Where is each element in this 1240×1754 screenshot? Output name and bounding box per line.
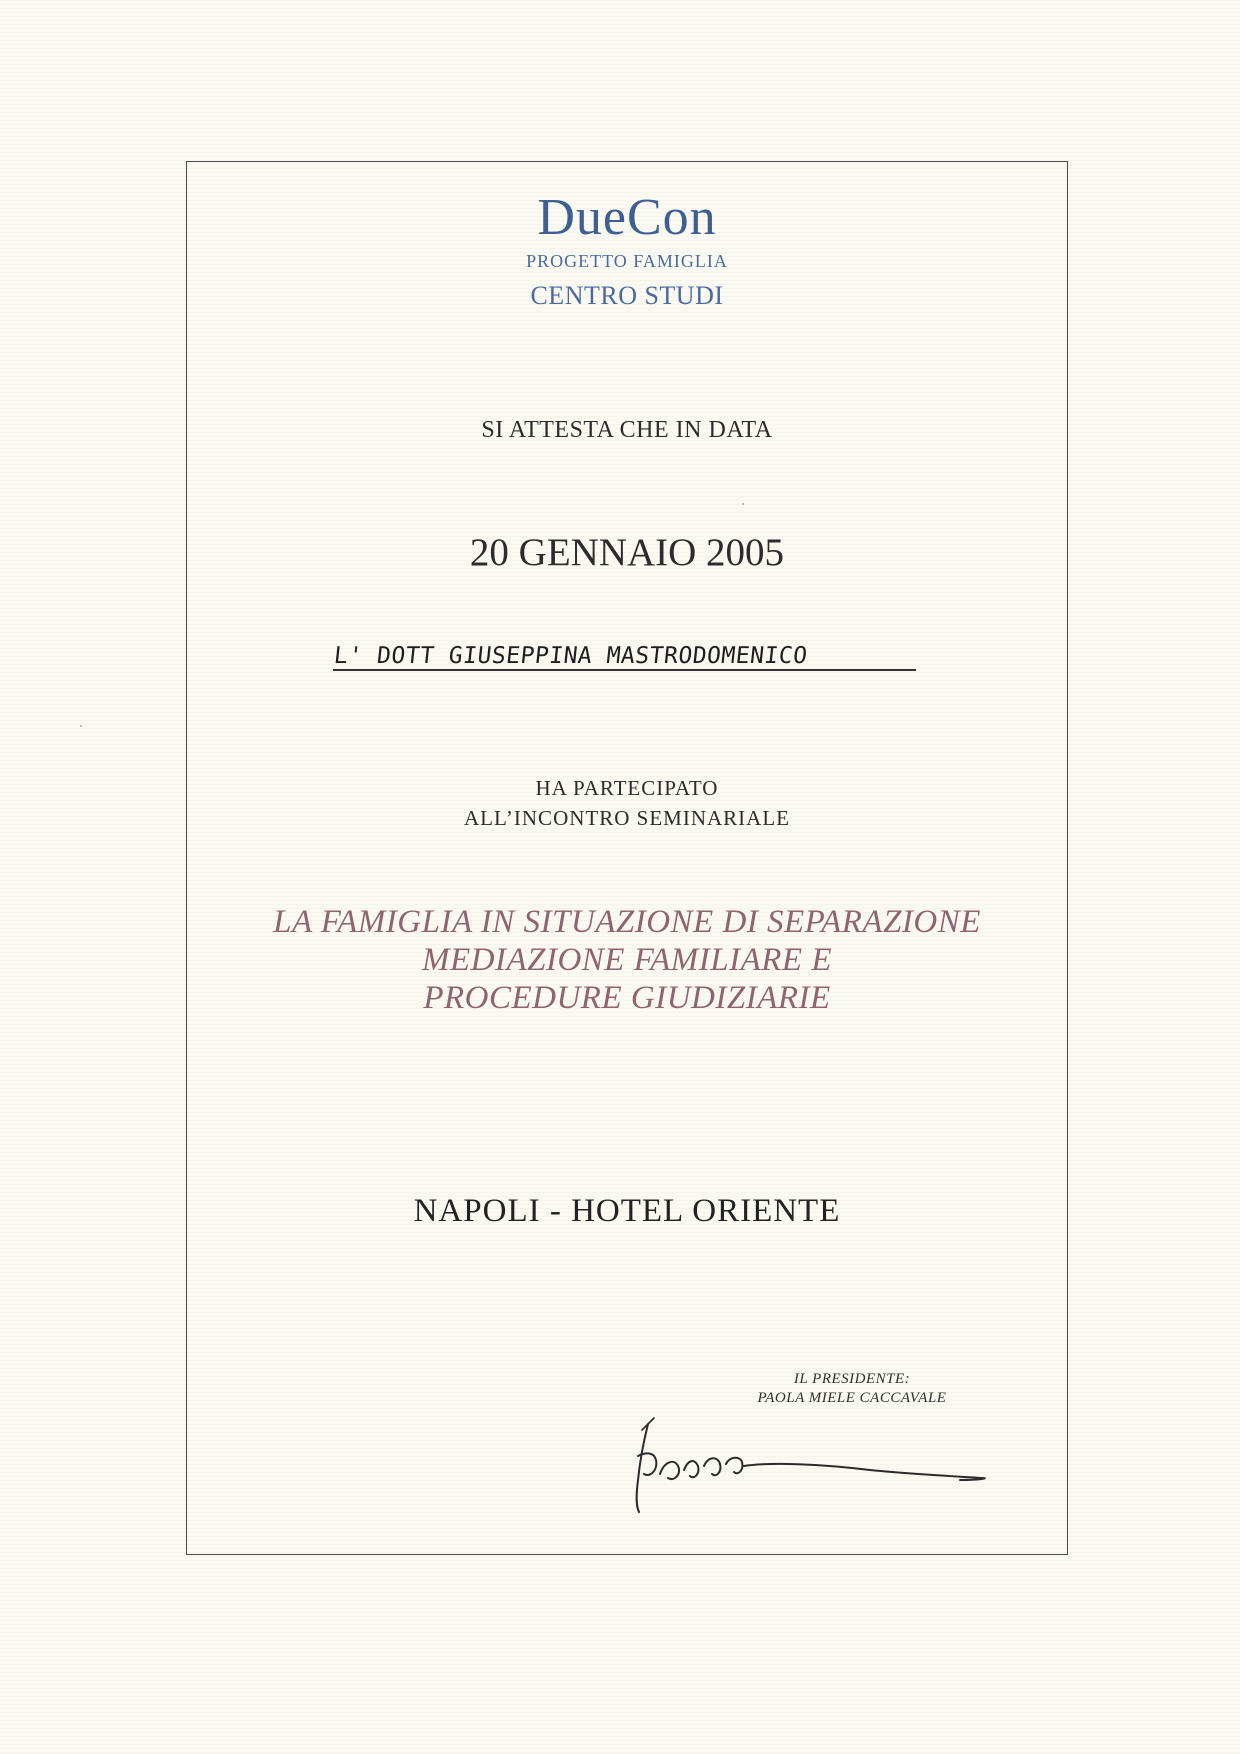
participation-line-2: ALL’INCONTRO SEMINARIALE — [464, 806, 790, 830]
participation-line-1: HA PARTECIPATO — [535, 776, 719, 800]
brand-logo-title: DueCon — [537, 189, 717, 246]
certificate-date: 20 GENNAIO 2005 — [469, 531, 785, 574]
attestation-text: SI ATTESTA CHE IN DATA — [481, 417, 773, 443]
paper-speck — [80, 725, 82, 727]
certificate-frame — [186, 161, 1068, 1555]
paper-speck — [742, 503, 744, 505]
brand-logo-subtitle-2: CENTRO STUDI — [530, 281, 724, 310]
seminar-title-line-2: MEDIAZIONE FAMILIARE E — [422, 942, 832, 978]
seminar-title-line-1: LA FAMIGLIA IN SITUAZIONE DI SEPARAZIONE — [273, 904, 981, 940]
signatory-role: IL PRESIDENTE: — [793, 1371, 911, 1387]
signatory-name: PAOLA MIELE CACCAVALE — [757, 1390, 947, 1406]
recipient-handwritten-name: L' DOTT GIUSEPPINA MASTRODOMENICO — [332, 643, 809, 669]
brand-logo-subtitle: PROGETTO FAMIGLIA — [526, 251, 728, 271]
president-signature — [630, 1400, 1030, 1520]
seminar-title — [186, 903, 1068, 1017]
participation-text — [186, 773, 1068, 833]
recipient-underline — [333, 669, 916, 671]
event-location: NAPOLI - HOTEL ORIENTE — [413, 1193, 841, 1229]
seminar-title-line-3: PROCEDURE GIUDIZIARIE — [423, 980, 831, 1016]
